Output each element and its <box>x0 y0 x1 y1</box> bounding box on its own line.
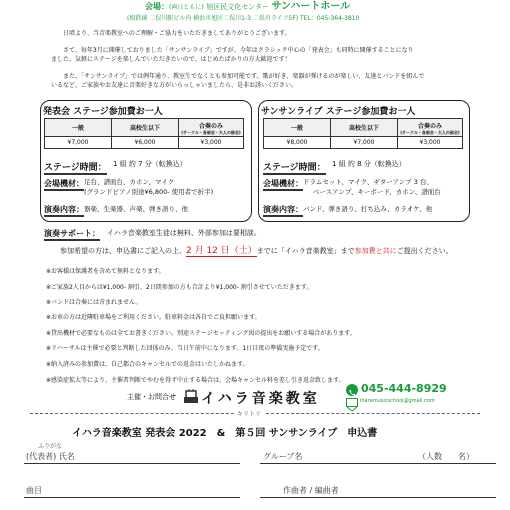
live-time-label: ステージ時間： <box>263 160 326 175</box>
phone-icon <box>346 384 358 396</box>
recital-fee-header-ensemble <box>179 119 244 137</box>
intro-line-5: いるなど、ご家族やお友達に音楽好きな方がいらっしゃいましたら、是非お誘いください。 <box>51 82 298 89</box>
live-equip-line-2: ベースアンプ、キーボード、カホン、譜面台 <box>313 188 441 196</box>
deadline-mid: までに「イハラ音楽教室」まで <box>256 247 355 255</box>
recital-time-label: ステージ時間： <box>44 160 107 175</box>
song-label: 曲目 <box>26 486 42 495</box>
recital-content-label: 演奏内容： <box>44 204 84 217</box>
live-fee-header-ensemble-label: 合奏のみ <box>417 122 442 130</box>
note-4: ※お車の方は近隣駐車場をご利用ください。駐車料金は各自でご負担願います。 <box>46 314 261 321</box>
recital-equip-line-1: 足台、譜面台、カホン、マイク <box>84 178 175 186</box>
rep-name-label: (代表者) 氏名 <box>26 452 75 461</box>
live-fee-table <box>263 118 463 149</box>
support-text: イハラ音楽教室生徒は無料、外部参加は要相談。 <box>107 229 261 237</box>
intro-line-1: 日頃より、当音楽教室へのご理解・ご協力をいただきましてありがとうございます。 <box>63 30 291 37</box>
venue-label: 会場： <box>145 2 169 11</box>
recital-fee-student: ¥6,000 <box>112 137 179 149</box>
recital-fee-ensemble: ¥3,000 <box>179 137 244 149</box>
recital-fee-header-row <box>45 119 244 137</box>
composer-label: 作曲者 / 編曲者 <box>283 486 339 495</box>
sponsor-label: 主催・お問合せ <box>127 393 176 401</box>
recital-content-value: 器楽、生楽器、声楽、弾き語り、他 <box>84 205 188 213</box>
note-6: ※リハーサルは主催で必要と判断した団体のみ、当日午前中になります。1日目夜の準備実施予定です。 <box>46 345 324 352</box>
recital-fee-value-row <box>45 137 244 149</box>
mail-icon <box>346 398 358 407</box>
people-count-label: （人数 名） <box>418 452 474 461</box>
deadline-pre: 参加希望の方は、申込書にご記入の上、 <box>60 247 186 255</box>
contact-email: iharamusicschool@gmail.com <box>360 398 435 404</box>
live-equip-line-1: ドラムセット、マイク、ギターアンプ 3 台、 <box>303 178 433 186</box>
recital-fee-header-general: 一般 <box>45 119 112 137</box>
support-label: 演奏サポート： <box>44 228 100 241</box>
recital-fee-general: ¥7,000 <box>45 137 112 149</box>
live-fee-ensemble: ¥3,000 <box>398 137 463 149</box>
deadline-date: 2 月 12 日（土） <box>186 246 257 256</box>
live-fee-value-row <box>264 137 463 149</box>
live-fee-note: (サークル・各部会・大人の部会) <box>400 129 460 135</box>
deadline-line <box>60 246 453 256</box>
intro-line-2: さて、毎年3月に開催しておりました「サンサンライブ」ですが、今年はクラシック中心の「発表会」も同時に開催することになり <box>63 47 414 54</box>
recital-fee-header-student: 高校生以下 <box>112 119 179 137</box>
live-fee-student: ¥7,000 <box>331 137 398 149</box>
school-logo-icon <box>183 388 199 404</box>
deadline-post: ご提出ください。 <box>396 247 453 255</box>
recital-fee-note: (サークル・各部会・大人の部会) <box>181 129 241 135</box>
venue-note: (両日ともに) <box>169 4 204 11</box>
note-2: ※ご家族2人目からは¥1,000- 割引、2日間参加の方も合計より¥1,000- 割引させていただきます。 <box>46 284 313 291</box>
recital-fee-header-ensemble-label: 合奏のみ <box>198 122 223 130</box>
group-name-label: グループ名 <box>263 452 303 461</box>
note-3: ※バンドは合奏には含まれません。 <box>46 299 142 306</box>
note-8: ※感染症拡大等により、主催者判断でやむを得ず中止する場合は、会場キャンセル料を差し引き返金致します。 <box>46 377 345 384</box>
live-fee-general: ¥8,000 <box>264 137 331 149</box>
song-field[interactable] <box>24 497 240 498</box>
live-content-label: 演奏内容： <box>263 204 303 217</box>
live-fee-header-ensemble <box>398 119 463 137</box>
venue-address: (相鉄線 二俣川駅ビル内 横浜市旭区二俣川1-3 二俣川ライフ5F) <box>127 15 299 22</box>
recital-fee-table <box>44 118 244 149</box>
live-time-value: 1 組 約 8 分（転換込） <box>332 160 406 168</box>
recital-title: 発表会 ステージ参加費お一人 <box>43 107 163 117</box>
recital-time-value: 1 組 約 7 分（転換込） <box>113 160 187 168</box>
venue-name: サンハートホール <box>271 1 351 12</box>
cut-line-label: キリトリ <box>234 409 264 418</box>
school-name: イハラ音楽教室 <box>201 391 320 407</box>
live-equip-label: 会場機材： <box>263 178 303 191</box>
contact-tel: 045-444-8929 <box>361 382 447 395</box>
venue-line <box>145 2 350 13</box>
intro-line-3: ました。気軽にステージを楽しんでいただきたいので、はじめたばかりの方大歓迎です！ <box>51 56 291 63</box>
venue-address-line <box>127 15 359 22</box>
recital-equip-line-2: (グランドピアノ別途¥6,800- 使用者で折半) <box>84 188 214 196</box>
rep-name-field[interactable] <box>24 463 240 464</box>
venue-center: 旭区民文化センター <box>206 3 269 11</box>
live-content-value: バンド、弾き語り、打ち込み、カラオケ、他 <box>303 205 433 213</box>
live-fee-header-general: 一般 <box>264 119 331 137</box>
composer-field[interactable] <box>260 497 496 498</box>
note-7: ※納入済みの参加費は、自己都合のキャンセルでの返金はいたしかねます。 <box>46 361 249 368</box>
deadline-red-tail: 参加費と共に <box>354 247 397 255</box>
note-5: ※貸出機材で必要なものは全てお書きください。別途ステージセッティング図の提出をお願いする場合があります。 <box>46 330 356 337</box>
form-title: イハラ音楽教室 発表会 2022 & 第５回 サンサンライブ 申込書 <box>72 428 378 439</box>
venue-tel: TEL：045-364-3810 <box>300 15 360 22</box>
furigana-label: ふりがな <box>38 443 63 450</box>
live-title: サンサンライブ ステージ参加費お一人 <box>261 107 416 117</box>
live-fee-header-student: 高校生以下 <box>331 119 398 137</box>
group-name-field[interactable] <box>260 463 496 464</box>
note-1: ※お客様は保護者を含めて無料となります。 <box>46 268 165 275</box>
live-fee-header-row <box>264 119 463 137</box>
recital-equip-label: 会場機材： <box>44 178 84 191</box>
intro-line-4: また、「サンサンライブ」では例年通り、教室生でなくとも参加可能です。歌が好き、楽器が弾けるのが楽しい、友達とバンドを組んで <box>63 73 425 80</box>
